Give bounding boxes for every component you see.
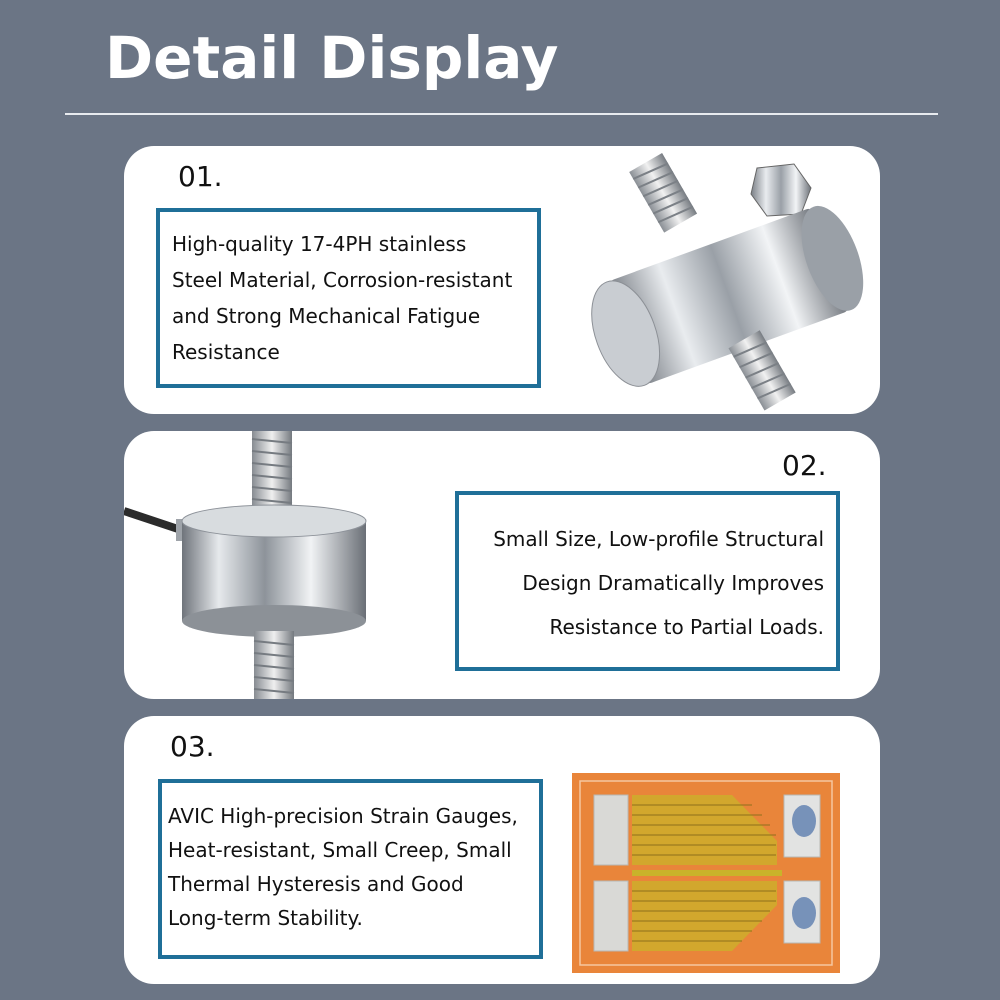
item-number: 03. — [170, 730, 215, 763]
feature-text-box — [455, 491, 840, 671]
feature-line: AVIC High-precision Strain Gauges, — [168, 804, 518, 828]
detail-card-1 — [124, 146, 880, 414]
feature-line: Thermal Hysteresis and Good — [168, 872, 464, 896]
feature-text-box — [156, 208, 541, 388]
stainless-load-cell-photo — [579, 146, 879, 414]
item-number: 02. — [782, 449, 827, 482]
feature-line: and Strong Mechanical Fatigue — [172, 304, 481, 328]
feature-line: High-quality 17-4PH stainless — [172, 232, 467, 256]
feature-line: Long-term Stability. — [168, 906, 363, 930]
feature-line: Small Size, Low-profile Structural — [493, 527, 824, 551]
feature-line: Resistance — [172, 340, 280, 364]
title-divider — [65, 113, 938, 115]
detail-card-2 — [124, 431, 880, 699]
feature-text-box — [158, 779, 543, 959]
item-number: 01. — [178, 160, 223, 193]
mini-load-cell-with-cable-photo — [124, 431, 444, 699]
detail-card-3 — [124, 716, 880, 984]
feature-line: Design Dramatically Improves — [522, 571, 824, 595]
feature-line: Heat-resistant, Small Creep, Small — [168, 838, 512, 862]
feature-line: Resistance to Partial Loads. — [549, 615, 824, 639]
page-title: Detail Display — [105, 24, 559, 92]
feature-line: Steel Material, Corrosion-resistant — [172, 268, 513, 292]
strain-gauge-photo — [572, 773, 840, 973]
